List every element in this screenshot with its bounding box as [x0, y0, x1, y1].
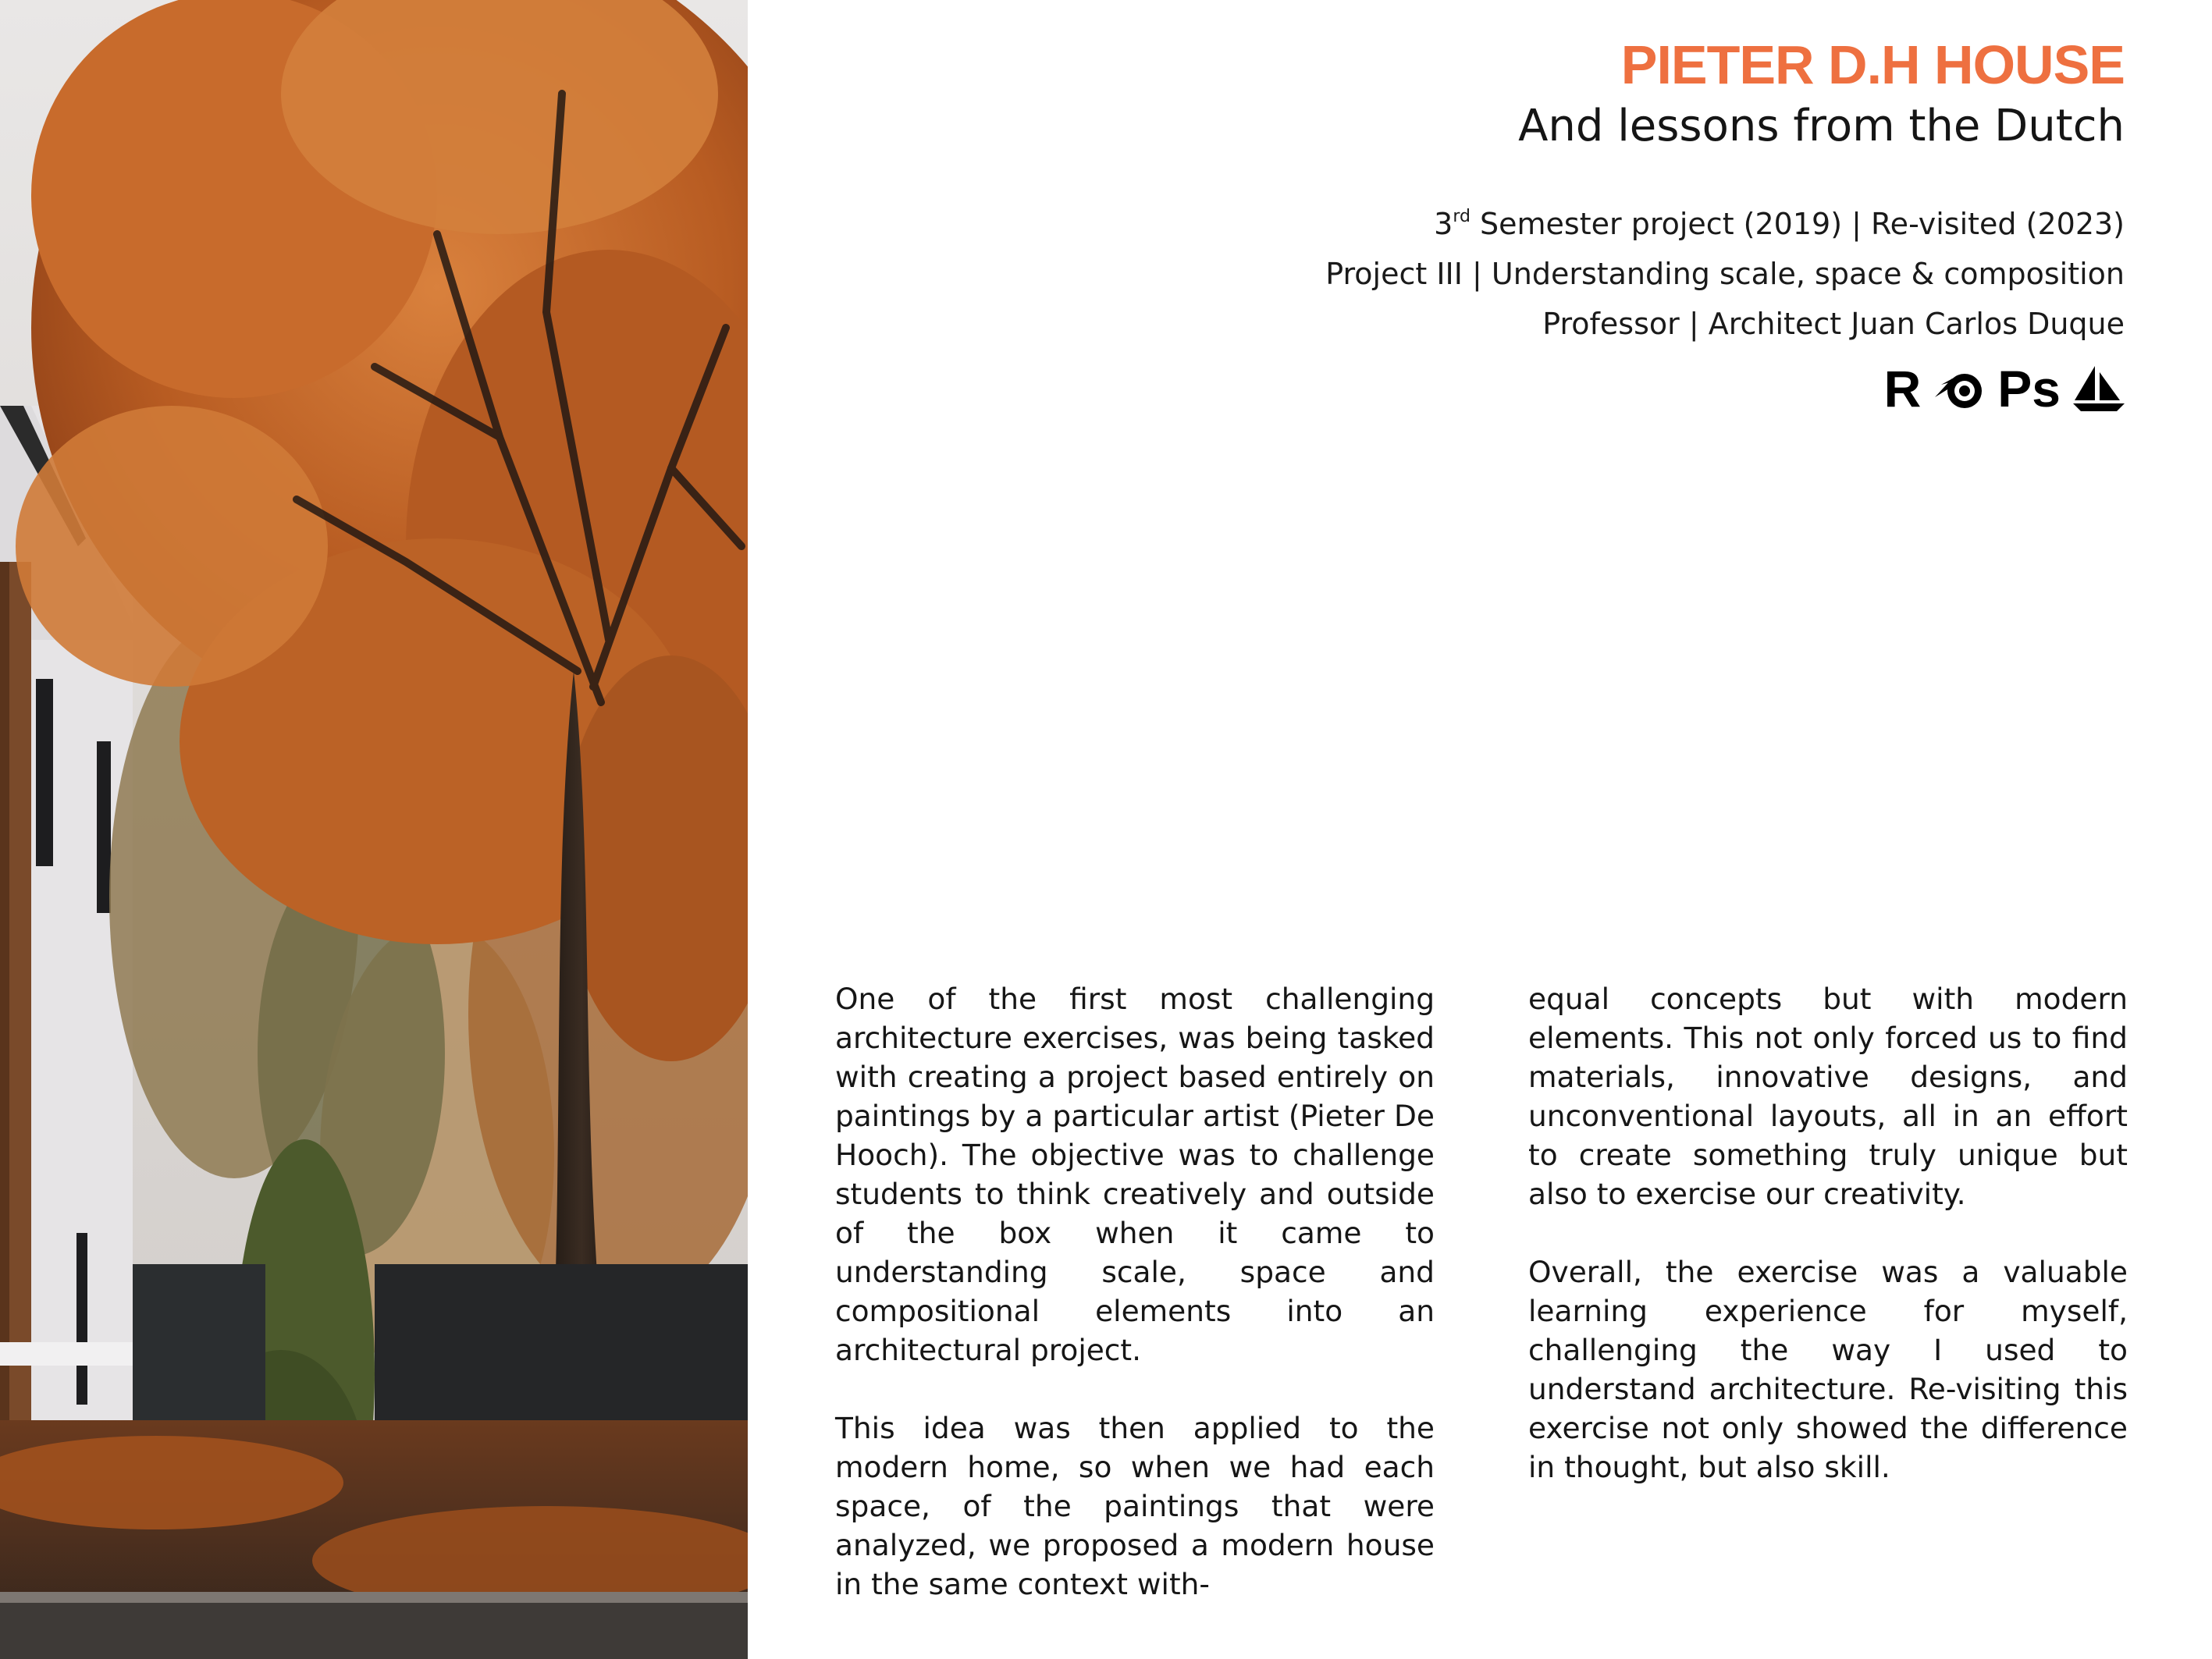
paragraph: One of the first most challenging architecture exercises, was being tasked with creating a project based entirely on paintings by a particular artist (Pieter De Hooch). The objective was to challenge students to think creatively and outside of the box when it came to understanding scale, space and compositional elements into an architectural project.: [835, 982, 1435, 1367]
paragraph: Overall, the exercise was a valuable learning experience for myself, challenging the way I used to understand architecture. Re-visiting this exercise not only showed the difference in thought, but also skill.: [1528, 1255, 2128, 1484]
rhino-logo: R: [1883, 360, 1922, 417]
project-line: Project III | Understanding scale, space & composition: [1325, 257, 2125, 291]
text-column-left: [835, 979, 1435, 1643]
semester-suffix: rd: [1453, 207, 1471, 226]
software-icons: [1884, 361, 2126, 417]
paragraph: equal concepts but with modern elements. This not only forced us to find materials, innovative designs, and unconventional layouts, all in an effort to create something truly unique but also to exercise our creativity.: [1528, 982, 2128, 1211]
project-subtitle: And lessons from the Dutch: [1518, 101, 2125, 151]
photoshop-logo: Ps: [1997, 360, 2061, 417]
professor-line: Professor | Architect Juan Carlos Duque: [1542, 307, 2125, 341]
project-title: PIETER D.H HOUSE: [1620, 34, 2125, 95]
autumn-tree-house-render: [0, 0, 748, 1659]
photo-illustration: [0, 0, 748, 1659]
semester-text: Semester project (2019) | Re-visited (2023): [1470, 207, 2125, 241]
semester-number: 3: [1434, 207, 1453, 241]
semester-line: [1325, 199, 2125, 249]
project-meta: [1325, 199, 2125, 349]
text-column-right: [1528, 979, 2128, 1526]
sailboat-icon: [2072, 361, 2126, 416]
blender-icon: [1932, 361, 1986, 416]
paragraph: This idea was then applied to the modern home, so when we had each space, of the paintings that were analyzed, we proposed a modern house in the same context with-: [835, 1411, 1435, 1601]
